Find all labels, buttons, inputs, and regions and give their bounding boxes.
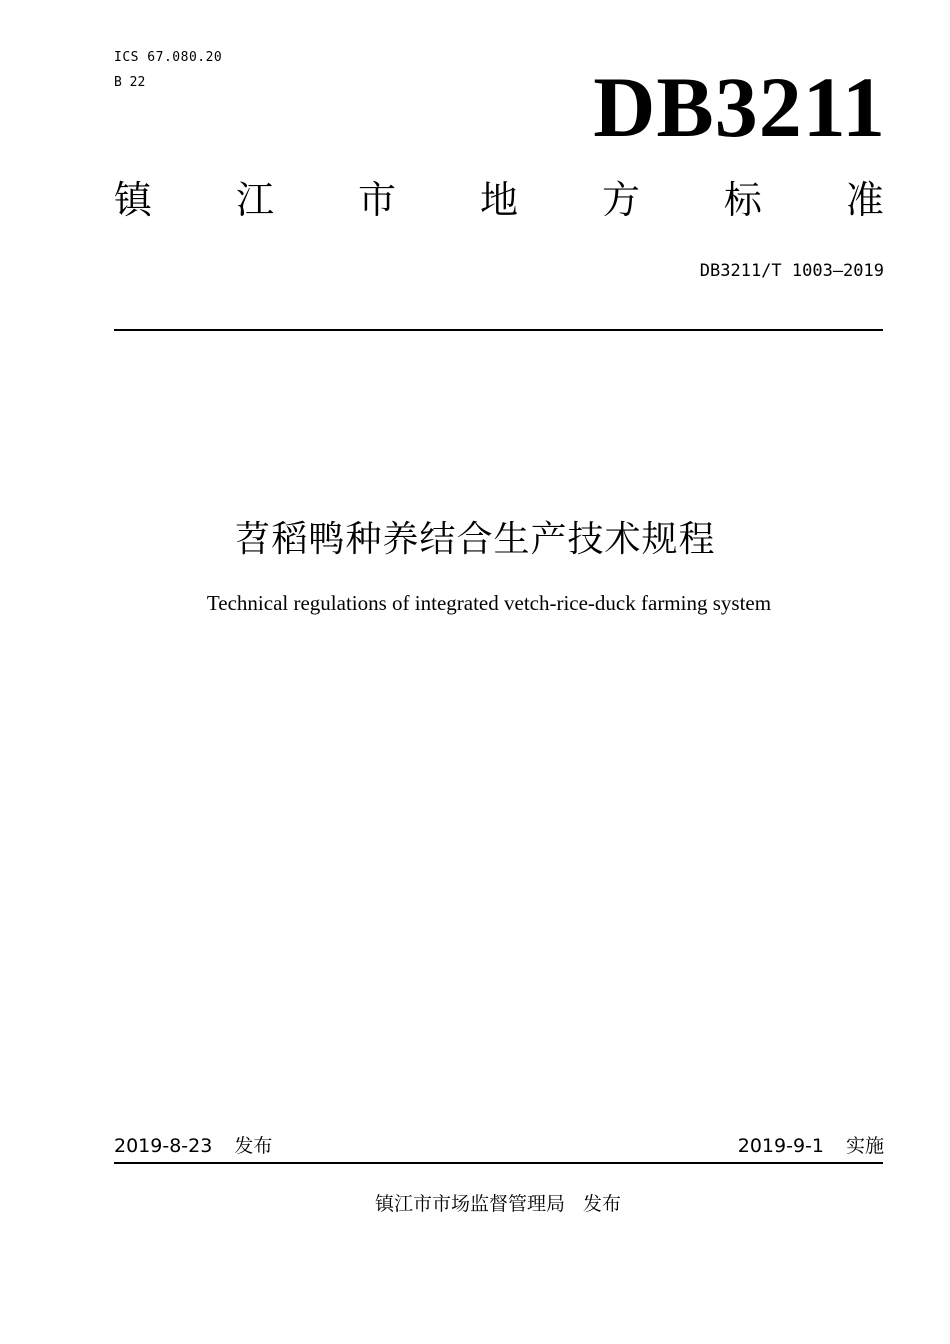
standard-type-char: 准 xyxy=(845,178,884,222)
implement-date: 2019-9-1 xyxy=(737,1135,824,1157)
standard-type-char: 江 xyxy=(235,178,274,222)
ics-code: ICS 67.080.20 xyxy=(114,50,223,65)
implement-date-line xyxy=(738,1133,884,1159)
publisher-name: 镇江市市场监督管理局 xyxy=(374,1193,565,1215)
publisher-line xyxy=(0,1191,950,1217)
issue-date-line xyxy=(114,1133,272,1159)
title-chinese: 苕稻鸭种养结合生产技术规程 xyxy=(234,519,716,560)
issue-label: 发布 xyxy=(234,1135,273,1157)
bottom-divider xyxy=(114,1162,883,1164)
standard-type-char: 方 xyxy=(601,178,640,222)
standard-type-char: 镇 xyxy=(114,178,153,222)
classification-code: B 22 xyxy=(114,75,146,90)
standard-type-char: 地 xyxy=(479,178,518,222)
standard-type-char: 标 xyxy=(723,178,762,222)
implement-label: 实施 xyxy=(845,1135,884,1157)
top-divider xyxy=(114,329,883,331)
title-english: Technical regulations of integrated vetch-rice-duck farming system xyxy=(206,591,772,615)
standard-number: DB3211/T 1003—2019 xyxy=(699,261,884,281)
standard-type-heading xyxy=(114,176,884,224)
publisher-label: 发布 xyxy=(583,1193,622,1215)
issue-date: 2019-8-23 xyxy=(114,1135,213,1157)
standard-logo: DB3211 xyxy=(593,59,886,155)
standard-type-char: 市 xyxy=(357,178,396,222)
